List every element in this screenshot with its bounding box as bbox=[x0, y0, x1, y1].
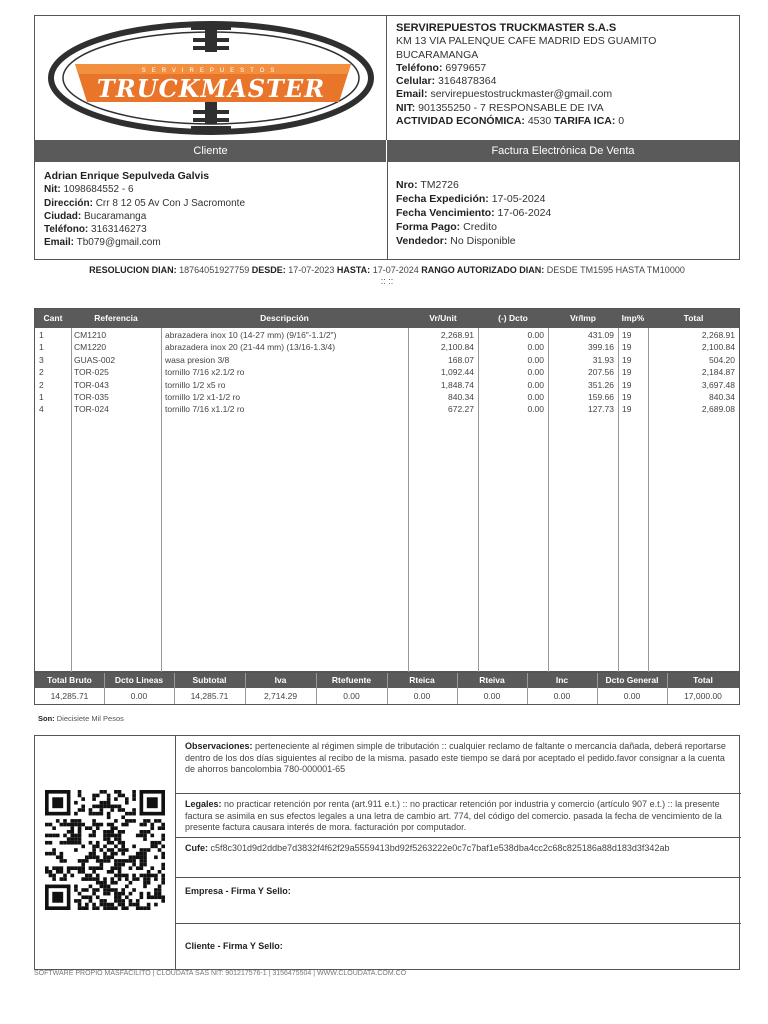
table-row bbox=[35, 392, 739, 403]
header-divider bbox=[387, 162, 388, 260]
cell-ref: TOR-035 bbox=[74, 392, 109, 402]
company-info bbox=[396, 22, 736, 128]
cell-total: 3,697.48 bbox=[701, 379, 735, 390]
totals-header-cell: Total bbox=[693, 675, 713, 685]
cell-imp: 127.73 bbox=[588, 404, 614, 415]
cell-desc: tornillo 7/16 x1.1/2 ro bbox=[165, 404, 245, 415]
cell-desc: tornillo 1/2 x5 ro bbox=[165, 379, 226, 390]
cell-dcto: 0.00 bbox=[527, 330, 544, 340]
totals-value-cell: 0.00 bbox=[623, 691, 641, 701]
issue-date: Fecha Expedición: 17-05-2024 bbox=[396, 193, 546, 205]
cell-pct: 19 bbox=[622, 354, 632, 365]
amount-in-words: Son: Diecisiete Mil Pesos bbox=[38, 714, 124, 723]
dian-resolution: RESOLUCION DIAN: 18764051927759 DESDE: 17-07-2023 HASTA: 17-07-2024 RANGO AUTORIZADO DIAN: DESDE TM1595 HASTA TM10000 :: :: bbox=[89, 265, 685, 286]
totals-value-cell: 2,714.29 bbox=[263, 691, 298, 701]
cell-unit: 840.34 bbox=[448, 392, 474, 402]
totals-header-cell: Rteiva bbox=[479, 675, 505, 685]
client-city: Ciudad: Bucaramanga bbox=[44, 210, 147, 222]
items-table-header bbox=[35, 309, 739, 328]
totals-value-cell: 14,285.71 bbox=[50, 691, 89, 701]
cell-imp: 207.56 bbox=[588, 367, 614, 378]
logo-subtitle: SERVIREPUESTOS bbox=[141, 68, 281, 74]
col-pct: Imp% bbox=[621, 313, 645, 323]
totals-header-cell: Dcto Lineas bbox=[114, 675, 164, 685]
cell-unit: 168.07 bbox=[448, 354, 474, 365]
cell-desc: tornillo 1/2 x1-1/2 ro bbox=[165, 392, 241, 402]
col-cant: Cant bbox=[43, 313, 63, 323]
company-signature-box: Empresa - Firma Y Sello: bbox=[176, 878, 741, 924]
client-section-bar: Cliente bbox=[35, 140, 387, 162]
client-email: Email: Tb079@gmail.com bbox=[44, 237, 161, 249]
payment-method: Forma Pago: Credito bbox=[396, 221, 497, 233]
totals-value-cell: 0.00 bbox=[413, 691, 431, 701]
cell-total: 2,268.91 bbox=[701, 330, 735, 340]
invoice-info bbox=[396, 178, 731, 248]
cell-total: 504.20 bbox=[709, 354, 735, 365]
client-address: Dirección: Crr 8 12 05 Av Con J Sacromonte bbox=[44, 197, 246, 209]
cell-desc: abrazadera inox 10 (14-27 mm) (9/16"-1.1/2") bbox=[165, 330, 337, 340]
company-email: Email: servirepuestostruckmaster@gmail.com bbox=[396, 88, 613, 101]
col-total: Total bbox=[683, 313, 704, 323]
cell-dcto: 0.00 bbox=[527, 354, 544, 365]
cell-total: 2,100.84 bbox=[701, 342, 735, 353]
logo-cell bbox=[35, 16, 387, 140]
cell-cant: 2 bbox=[39, 379, 44, 390]
cell-cant: 3 bbox=[39, 354, 44, 365]
client-signature-box: Cliente - Firma Y Sello: bbox=[185, 941, 283, 951]
legal-box: Legales: no practicar retención por renta (art.911 e.t.) :: no practicar retención por industria y comercio (artículo 907 e.t.) :: la presente factura se asimila en sus efectos legales a una letra de cambio art. 774, del código del comercio. pasada la fecha de vencimiento de la presente factura causara interés de mora. facturación por computador. bbox=[176, 794, 741, 838]
table-row bbox=[35, 355, 739, 366]
totals-value-cell: 0.00 bbox=[483, 691, 501, 701]
totals-header-cell: Inc bbox=[555, 675, 569, 685]
totals-value-cell: 0.00 bbox=[130, 691, 148, 701]
cell-dcto: 0.00 bbox=[527, 342, 544, 353]
cell-ref: CM1220 bbox=[74, 342, 107, 353]
company-mobile: Celular: 3164878364 bbox=[396, 75, 497, 88]
client-phone: Teléfono: 3163146273 bbox=[44, 224, 147, 236]
cell-cant: 1 bbox=[39, 392, 44, 402]
cell-ref: TOR-024 bbox=[74, 404, 109, 415]
due-date: Fecha Vencimiento: 17-06-2024 bbox=[396, 207, 552, 219]
cell-unit: 672.27 bbox=[448, 404, 474, 415]
col-unit: Vr/Unit bbox=[429, 313, 457, 323]
cell-dcto: 0.00 bbox=[527, 392, 544, 402]
items-table bbox=[34, 308, 740, 672]
cell-dcto: 0.00 bbox=[527, 404, 544, 415]
company-city: BUCARAMANGA bbox=[396, 48, 479, 61]
cufe-box: Cufe: c5f8c301d9d2ddbe7d3832f4f62f29a5559413bd92f5263222e0c7c7baf1e538dba4cc2c68c825186a88d183d3f342ab bbox=[176, 838, 741, 878]
totals-value-cell: 14,285.71 bbox=[190, 691, 229, 701]
cell-total: 2,689.08 bbox=[701, 404, 735, 415]
table-row bbox=[35, 404, 739, 415]
cell-imp: 31.93 bbox=[592, 354, 614, 365]
cell-unit: 1,848.74 bbox=[440, 379, 474, 390]
cell-imp: 431.09 bbox=[588, 330, 614, 340]
client-info bbox=[44, 170, 379, 250]
qr-code-icon bbox=[45, 790, 165, 910]
table-row bbox=[35, 342, 739, 353]
cell-pct: 19 bbox=[622, 367, 632, 378]
totals-header-cell: Rtefuente bbox=[331, 675, 372, 685]
client-name: Adrian Enrique Sepulveda Galvis bbox=[44, 170, 210, 182]
totals-header-cell: Total Bruto bbox=[47, 675, 92, 685]
company-phone: Teléfono: 6979657 bbox=[396, 61, 487, 74]
totals-table bbox=[34, 672, 740, 705]
totals-value-cell: 0.00 bbox=[343, 691, 360, 701]
cell-cant: 1 bbox=[39, 330, 44, 340]
cell-pct: 19 bbox=[622, 342, 632, 353]
col-imp: Vr/Imp bbox=[570, 313, 596, 323]
cell-total: 840.34 bbox=[709, 392, 735, 402]
invoice-header bbox=[34, 15, 740, 260]
cell-dcto: 0.00 bbox=[527, 367, 544, 378]
totals-value-cell: 17,000.00 bbox=[684, 691, 722, 701]
totals-header-cell: Rteica bbox=[409, 675, 435, 685]
cell-cant: 1 bbox=[39, 342, 44, 353]
company-nit: NIT: 901355250 - 7 RESPONSABLE DE IVA bbox=[396, 101, 604, 114]
cell-unit: 2,100.84 bbox=[440, 342, 474, 353]
col-desc: Descripción bbox=[260, 313, 309, 323]
cell-cant: 4 bbox=[39, 404, 44, 415]
seller: Vendedor: No Disponible bbox=[396, 235, 516, 247]
col-ref: Referencia bbox=[94, 313, 138, 323]
client-nit: Nit: 1098684552 - 6 bbox=[44, 184, 134, 196]
cell-pct: 19 bbox=[622, 392, 632, 402]
cell-ref: TOR-025 bbox=[74, 367, 109, 378]
cell-desc: tornillo 7/16 x2.1/2 ro bbox=[165, 367, 245, 378]
company-address: KM 13 VIA PALENQUE CAFE MADRID EDS GUAMITO bbox=[396, 35, 657, 48]
table-row bbox=[35, 367, 739, 378]
cell-unit: 1,092.44 bbox=[440, 367, 474, 378]
cell-pct: 19 bbox=[622, 379, 632, 390]
totals-header-cell: Subtotal bbox=[192, 675, 227, 685]
cell-ref: GUAS-002 bbox=[74, 354, 116, 365]
software-footer: SOFTWARE PROPIO MASFACILITO | CLOUDATA SAS NIT: 901217576-1 | 3156475504 | WWW.CLOUDATA.COM.CO bbox=[34, 970, 407, 977]
cell-cant: 2 bbox=[39, 367, 44, 378]
notes-block bbox=[34, 735, 740, 970]
cell-pct: 19 bbox=[622, 330, 632, 340]
company-name: SERVIREPUESTOS TRUCKMASTER S.A.S bbox=[396, 22, 617, 34]
table-row bbox=[35, 330, 739, 341]
cell-desc: wasa presion 3/8 bbox=[165, 354, 230, 365]
cell-ref: CM1210 bbox=[74, 330, 107, 340]
cell-imp: 159.66 bbox=[588, 392, 614, 402]
totals-header-cell: Iva bbox=[274, 675, 287, 685]
cell-imp: 351.26 bbox=[588, 379, 614, 390]
cell-imp: 399.16 bbox=[588, 342, 614, 353]
cell-unit: 2,268.91 bbox=[440, 330, 474, 340]
cell-ref: TOR-043 bbox=[74, 379, 109, 390]
observations-box: Observaciones: perteneciente al régimen simple de tributación :: cualquier reclamo de faltante o mercancía dañada, deberá reportarse dentro de los dos días siguientes al recibo de la misma. pasado este tiempo se dará por aceptado el pedido.favor consignar a la cuenta de ahorros bancolombia 780-000001-65 bbox=[176, 736, 741, 794]
totals-value-cell: 0.00 bbox=[553, 691, 571, 701]
table-row bbox=[35, 380, 739, 391]
invoice-number: Nro: TM2726 bbox=[396, 179, 459, 191]
logo-wordmark: TRUCKMASTER bbox=[96, 74, 326, 103]
col-dcto: (-) Dcto bbox=[498, 313, 528, 323]
totals-header-cell: Dcto General bbox=[605, 675, 659, 685]
cell-dcto: 0.00 bbox=[527, 379, 544, 390]
invoice-section-bar: Factura Electrónica De Venta bbox=[387, 140, 739, 162]
cell-pct: 19 bbox=[622, 404, 632, 415]
cell-desc: abrazadera inox 20 (21-44 mm) (13/16-1.3/4) bbox=[165, 342, 336, 353]
qr-cell bbox=[35, 736, 176, 969]
company-activity: ACTIVIDAD ECONÓMICA: 4530 TARIFA ICA: 0 bbox=[396, 115, 625, 128]
cell-total: 2,184.87 bbox=[701, 367, 735, 378]
